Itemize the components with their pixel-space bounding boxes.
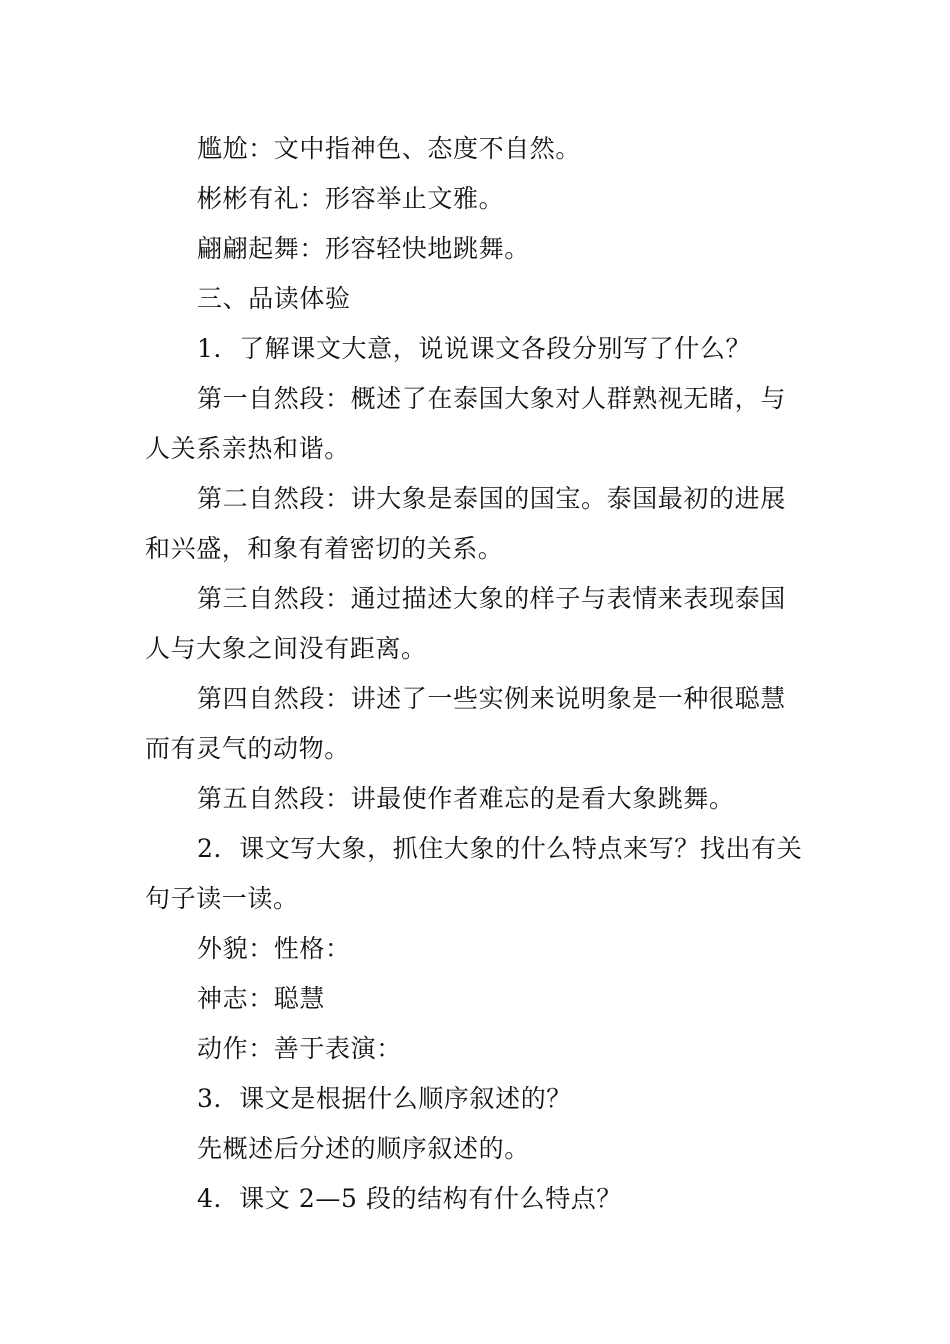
question: 1．了解课文大意，说说课文各段分别写了什么？ bbox=[197, 334, 752, 363]
paragraph: 先概述后分述的顺序叙述的。 bbox=[197, 1134, 530, 1163]
paragraph: 第四自然段：讲述了一些实例来说明象是一种很聪慧而有灵气的动物。 bbox=[145, 684, 786, 763]
paragraph: 第三自然段：通过描述大象的样子与表情来表现泰国人与大象之间没有距离。 bbox=[145, 584, 786, 663]
question: 3．课文是根据什么顺序叙述的？ bbox=[197, 1084, 572, 1113]
paragraph: 第五自然段：讲最使作者难忘的是看大象跳舞。 bbox=[197, 784, 735, 813]
question: 4．课文 2—5 段的结构有什么特点？ bbox=[197, 1184, 623, 1213]
paragraph: 神志：聪慧 bbox=[197, 984, 326, 1013]
paragraph: 尴尬：文中指神色、态度不自然。 bbox=[197, 134, 582, 163]
paragraph: 翩翩起舞：形容轻快地跳舞。 bbox=[197, 234, 530, 263]
question: 2．课文写大象，抓住大象的什么特点来写？找出有关句子读一读。 bbox=[145, 834, 803, 913]
document-body bbox=[145, 124, 810, 1224]
paragraph: 外貌：性格： bbox=[197, 934, 351, 963]
paragraph: 第二自然段：讲大象是泰国的国宝。泰国最初的进展和兴盛，和象有着密切的关系。 bbox=[145, 484, 786, 563]
paragraph: 彬彬有礼：形容举止文雅。 bbox=[197, 184, 505, 213]
section-heading: 三、品读体验 bbox=[197, 284, 351, 313]
paragraph: 第一自然段：概述了在泰国大象对人群熟视无睹，与人关系亲热和谐。 bbox=[145, 384, 786, 463]
paragraph: 动作：善于表演： bbox=[197, 1034, 402, 1063]
